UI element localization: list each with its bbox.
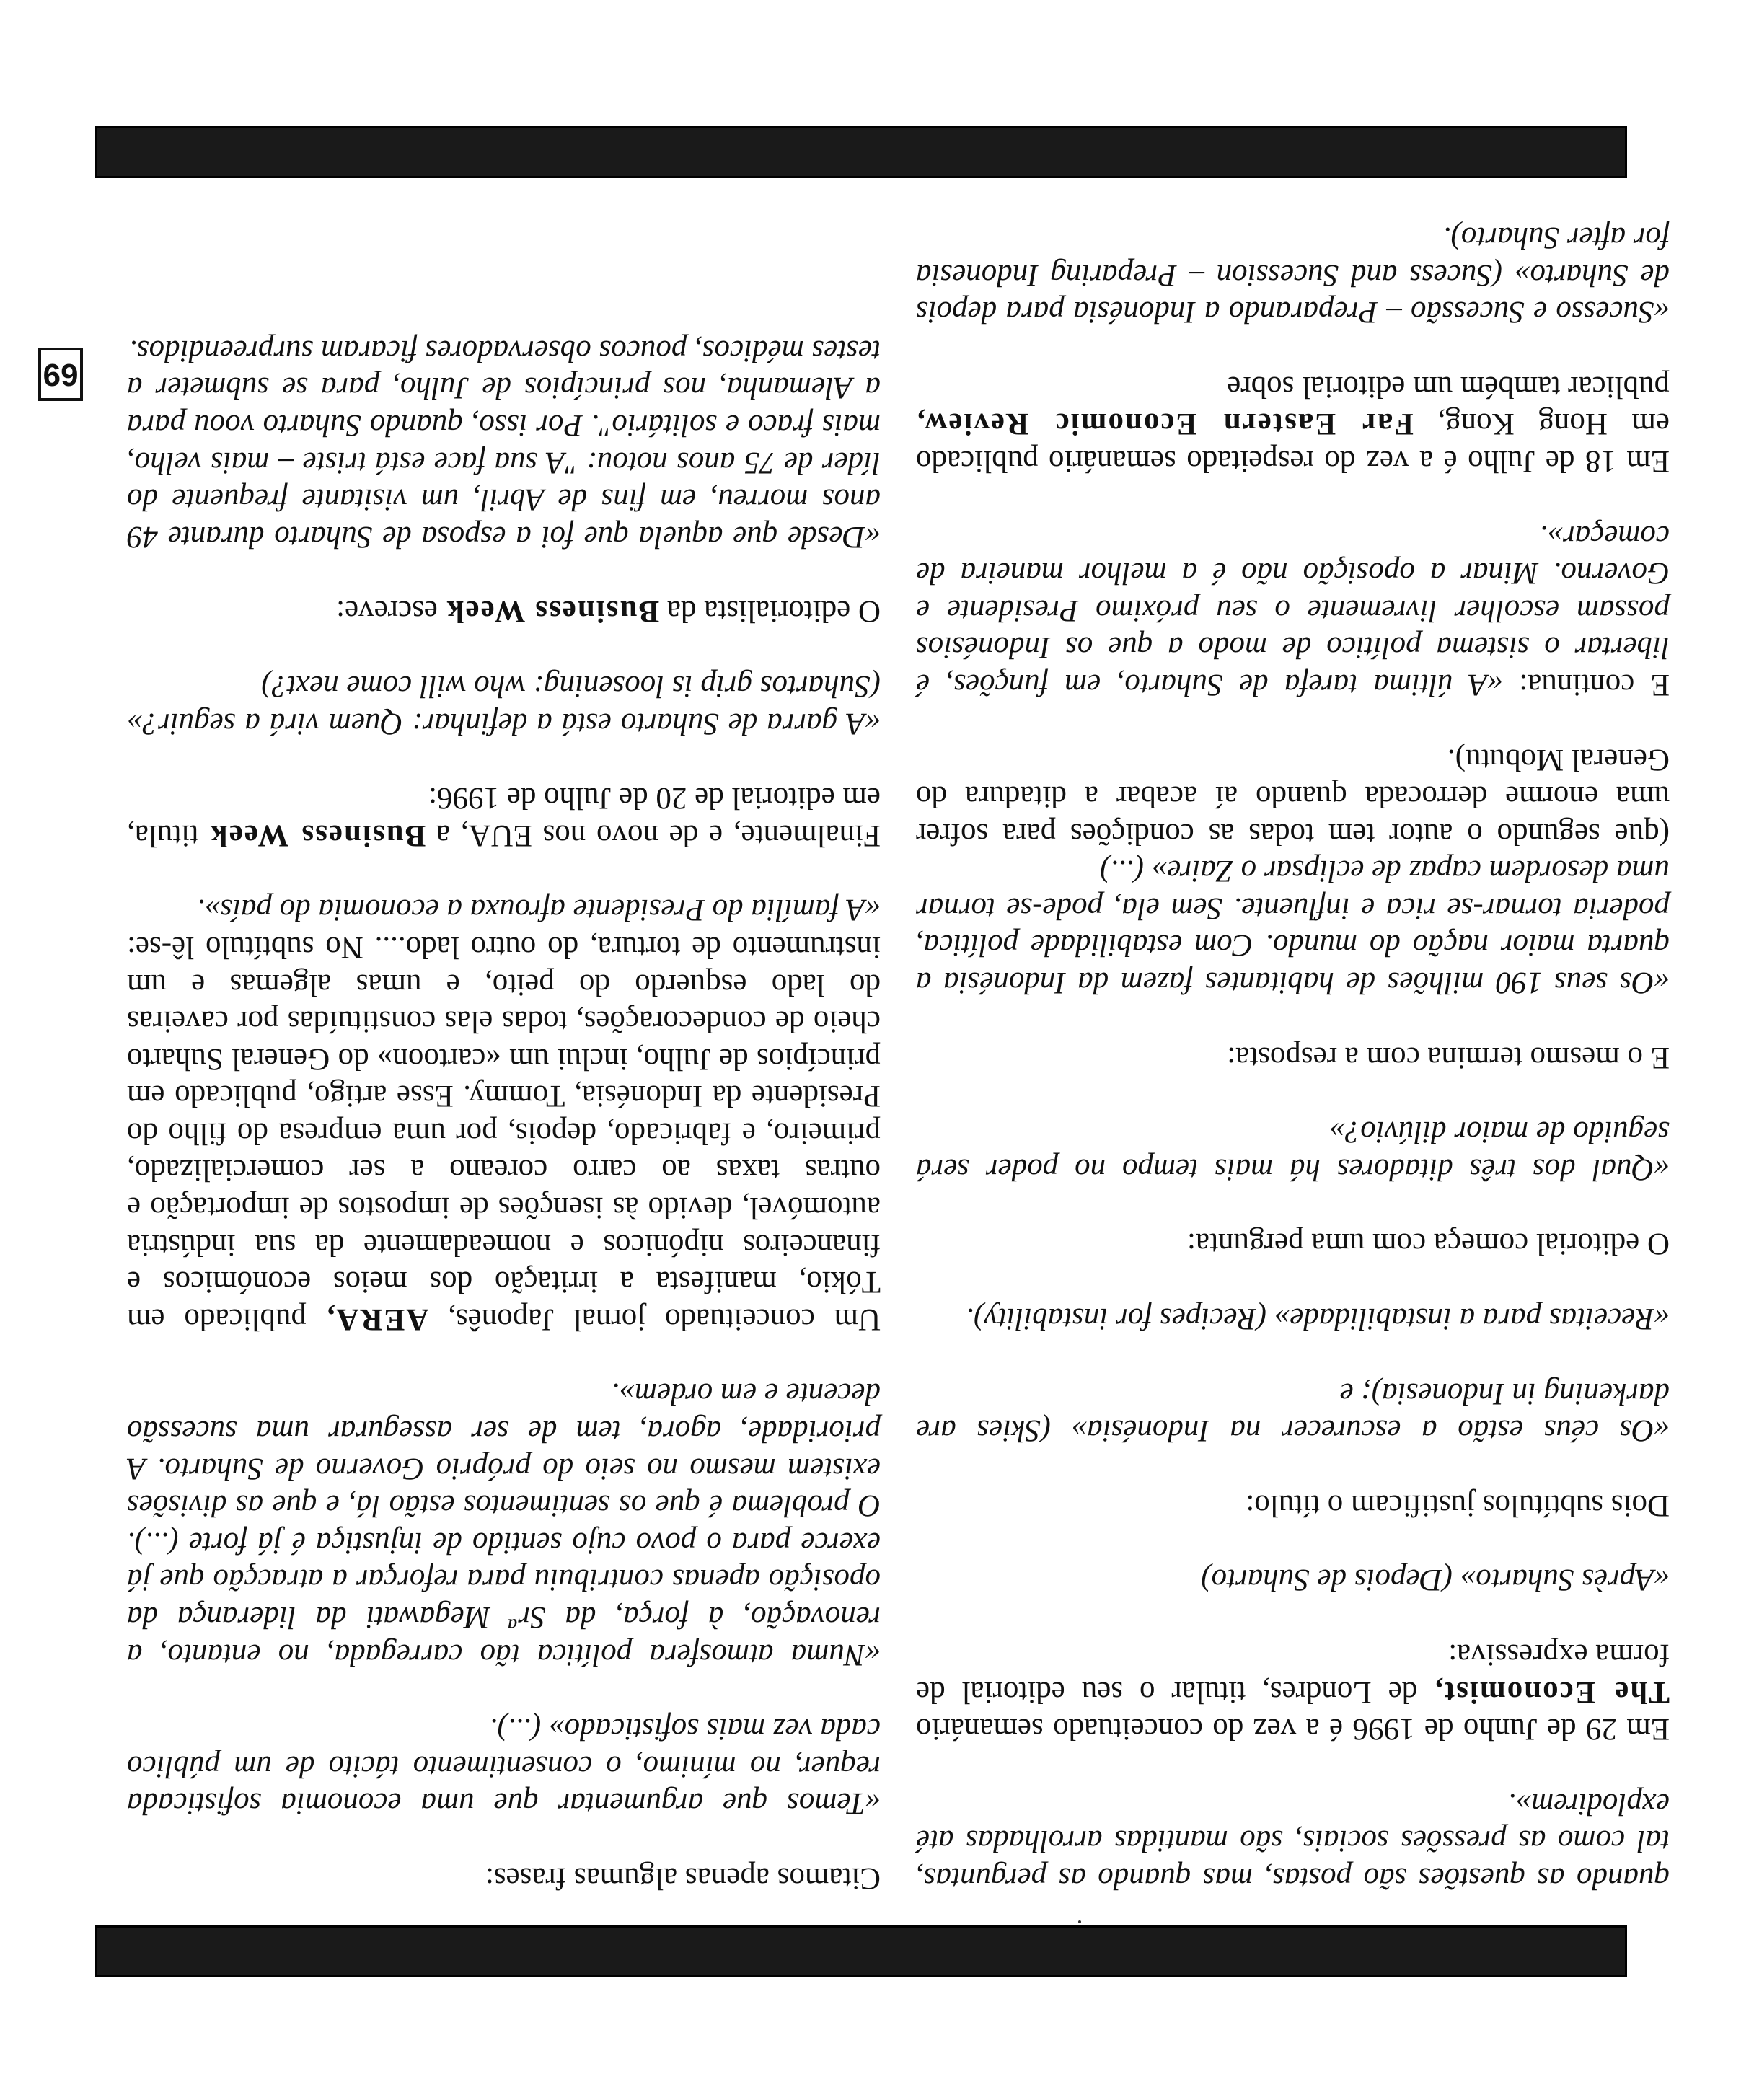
page-number: 69 xyxy=(38,348,83,401)
quote: «Temos que argumentar que uma economia sofisticada requer, no mínimo, o consentimento tácito de um público cada vez mais sofisticado» (...). xyxy=(127,1712,881,1821)
paragraph: Dois subtítulos justificam o título: xyxy=(1246,1488,1670,1522)
publication-name: Business Week xyxy=(208,818,426,852)
paragraph: quando as questões são postas, mas quando as perguntas, tal como as pressões sociais, são mantidas arrolhadas até explodirem». xyxy=(916,1786,1670,1895)
paragraph: Finalmente, e de novo nos EUA, a Business Week titula, em editorial de 20 de Julho de 1996: xyxy=(126,781,881,852)
publication-name: Business Week xyxy=(445,594,660,629)
quote: «A garra de Suharto está a definhar: Quem virá a seguir?» (Suhartos grip is loosening: who will come next?) xyxy=(127,669,881,741)
publication-name: The Economist, xyxy=(1434,1675,1670,1709)
left-column xyxy=(916,219,1670,1897)
publication-name: Far Eastern Economic Review, xyxy=(915,407,1414,441)
publication-name: AERA, xyxy=(325,1302,429,1336)
paragraph: Em 29 de Junho de 1996 é a vez do conceituado semanário The Economist, de Londres, titular o seu editorial de forma expressiva: xyxy=(916,1638,1670,1747)
paragraph: Em 18 de Julho é a vez do respeitado semanário publicado em Hong Kong, Far Eastern Economic Review, publicar também um editorial sobre xyxy=(915,369,1670,478)
ink-speck xyxy=(1078,1920,1081,1923)
paragraph: E o mesmo termina com a resposta: xyxy=(1227,1040,1670,1075)
quote: «Qual dos três ditadores há mais tempo no poder será seguido de maior dilúvio?» xyxy=(916,1115,1670,1186)
right-column xyxy=(127,332,881,1897)
quote: «Numa atmosfera política tão carregada, no entanto, a renovação, à força, da Srª Megawati da liderança da oposição apenas contribuiu para reforçar a atracção que já exerce para o povo cujo sentido de injustiça é já forte (...). O problema é que os sentimentos estão lá, e que as divisões existem mesmo no seio do próprio Governo de Suharto. A prioridade, agora, tem de ser assegurar uma sucessão decente e em ordem». xyxy=(127,1377,881,1672)
footer-bar xyxy=(95,126,1627,178)
paragraph: Um conceituado jornal Japonês, AERA, publicado em Tókio, manifesta a irritação dos meios económicos e financeiros nipónicos e nomeadamente da sua indústria automóvel, devido às isenções de impostos de importação e outras taxas ao carro coreano a ser comercializado, primeiro, e fabricado, depois, por uma empresa do filho do Presidente da Indonésia, Tommy. Esse artigo, publicado em princípios de Julho, inclui um «cartoon» do General Suharto cheio de condecorações, todas elas constituídas por caveiras do lado esquerdo do peito, e umas algemas e um instrumento de tortura, do outro lado.... No subtítulo lê-se: «A família do Presidente afrouxa a economia do país». xyxy=(127,893,881,1336)
header-bar xyxy=(95,1925,1627,1977)
quote: «Sucesso e Sucessão – Preparando a Indonésia para depois de Suharto» (Sucess and Sucession – Preparing Indonesia for after Suharto). xyxy=(916,221,1670,330)
paragraph: Citamos apenas algumas frases: xyxy=(485,1861,881,1895)
quote: «Os seus 190 milhões de habitantes fazem da Indonésia a quarta maior nação do mundo. Com estabilidade política, poderia tornar-se rica e influente. Sem ela, pode-se tornar uma desordem capaz de eclipsar o Zaire» (...) xyxy=(916,854,1670,1000)
quote: «Après Suharto» (Depois de Suharto) xyxy=(1201,1563,1670,1597)
paragraph: E continua: «A última tarefa de Suharto, em funções, é libertar o sistema político de modo a que os Indonésios possam escolher livremente o seu próximo Presidente e Governo. Minar a oposição não é a melhor maneira de começar». xyxy=(916,519,1670,702)
quote: «Os céus estão a escurecer na Indonésia» (Skies are darkening in Indonesia); e xyxy=(916,1376,1670,1448)
paragraph: (que segundo o autor tem todas as condições para sofrer uma enorme derrocada quando aí acabar a ditadura do General Mobutu). xyxy=(916,742,1670,851)
quote: «Desde que aquela que foi a esposa de Suharto durante 49 anos morreu, em fins de Abril, um visitante frequente do líder de 75 anos notou: "A sua face está triste – mais velho, mais fraco e solitário". Por isso, quando Suharto voou para a Alemanha, nos princípios de Julho, para se submeter a testes médicos, poucos observadores ficaram surpreendidos. xyxy=(127,333,881,554)
paragraph: O editorial começa com uma pergunta: xyxy=(1186,1227,1670,1261)
quote: «Receitas para a instabilidade» (Recipes for instability). xyxy=(966,1302,1670,1336)
paragraph: O editorialista da Business Week escreve: xyxy=(336,594,881,629)
